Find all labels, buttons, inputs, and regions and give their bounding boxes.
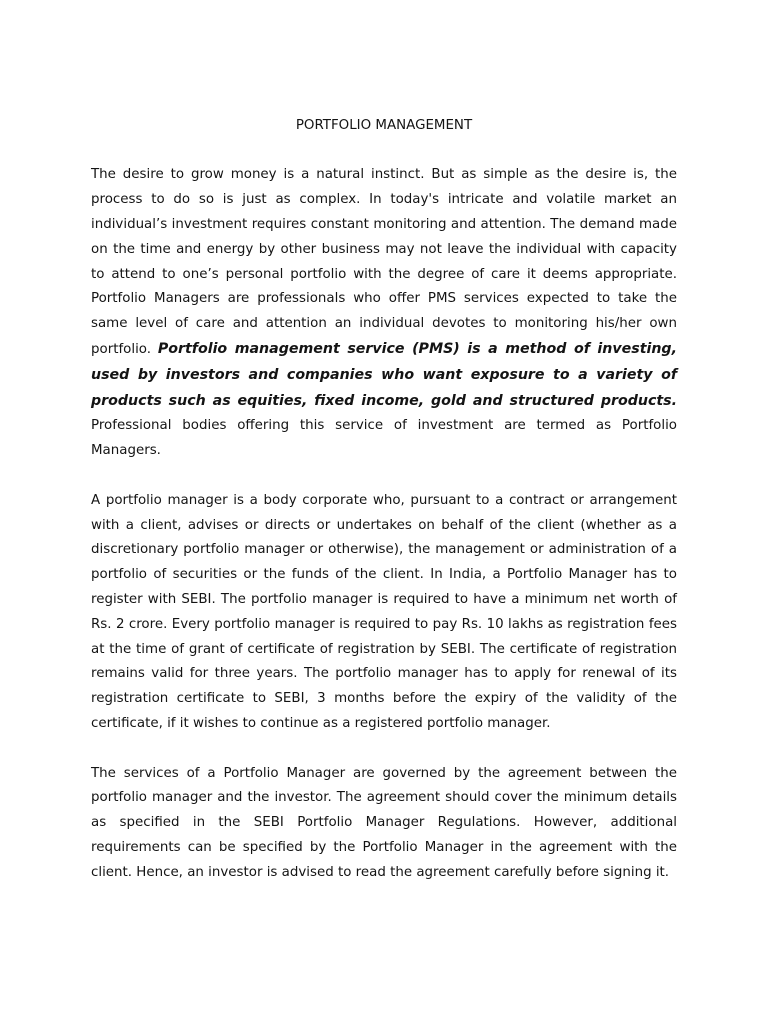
pms-definition-emphasis: Portfolio management service (PMS) is a method of investing, used by investors and companies who want exposure to a variety of products such as equities, fixed income, gold and structured products.	[91, 340, 677, 409]
spacer	[91, 139, 677, 164]
paragraph-intro	[91, 163, 677, 464]
page-title: PORTFOLIO MANAGEMENT	[295, 118, 473, 133]
document-page	[91, 114, 677, 886]
spacer	[91, 464, 677, 489]
paragraph-services: The services of a Portfolio Manager are governed by the agreement between the portfolio manager and the investor. The agreement should cover the minimum details as specified in the SEBI Portfolio Manager Regulations. However, additional requirements can be specified by the Portfolio Manager in the agreement with the client. Hence, an investor is advised to read the agreement carefully before signing it.	[91, 765, 677, 880]
spacer	[91, 737, 677, 762]
intro-text-end: Professional bodies offering this service of investment are termed as Portfolio Managers.	[91, 418, 677, 459]
intro-text-start: The desire to grow money is a natural instinct. But as simple as the desire is, the process to do so is just as complex. In today's intricate and volatile market an individual’s investment requires constant monitoring and attention. The demand made on the time and energy by other business may not leave the individual with capacity to attend to one’s personal portfolio with the degree of care it deems appropriate. Portfolio Managers are professionals who offer PMS services expected to take the same level of care and attention an individual devotes to monitoring his/her own portfolio.	[91, 167, 677, 357]
paragraph-portfolio-manager: A portfolio manager is a body corporate who, pursuant to a contract or arrangement with a client, advises or directs or undertakes on behalf of the client (whether as a discretionary portfolio manager or otherwise), the management or administration of a portfolio of securities or the funds of the client. In India, a Portfolio Manager has to register with SEBI. The portfolio manager is required to have a minimum net worth of Rs. 2 crore. Every portfolio manager is required to pay Rs. 10 lakhs as registration fees at the time of grant of certificate of registration by SEBI. The certificate of registration remains valid for three years. The portfolio manager has to apply for renewal of its registration certificate to SEBI, 3 months before the expiry of the validity of the certificate, if it wishes to continue as a registered portfolio manager.	[91, 492, 677, 731]
